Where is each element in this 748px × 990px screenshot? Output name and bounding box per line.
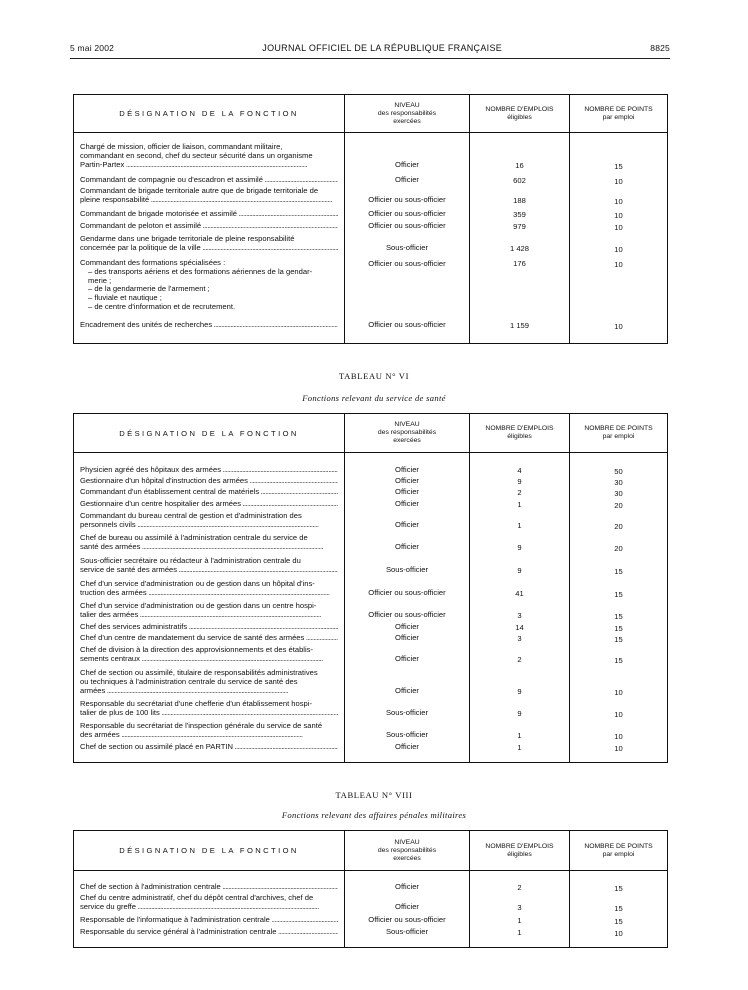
table-row-niveau: Officier [395,476,419,485]
table-row-designation [74,222,344,231]
designation-line: – des transports aériens et des formations aériennes de la gendar- [88,266,313,276]
table-gendarmerie [73,94,668,344]
header-points-text: NOMBRE DE POINTS [584,425,653,432]
designation-line: Responsable du secrétariat d'une chefferie d'un établissement hospi- [80,699,312,708]
dotted-leader [221,883,338,891]
table-row-designation [74,235,344,253]
dotted-leader [221,466,338,474]
table-row-emplois: 41 [515,588,524,598]
table-row-niveau: Sous-officier [385,564,429,574]
header-niveau-text: exercées [393,117,421,125]
designation-line: Chef d'un centre de mandatement du service de santé des armées [80,634,305,642]
table-row-designation [74,321,344,330]
designation-last-line [80,176,338,185]
table-column [74,871,344,947]
designation-line: Commandant des formations spécialisées : [80,258,226,267]
table-row-designation [74,176,344,185]
table-row-designation [74,722,344,740]
dotted-leader [138,611,321,619]
designation-line: truction des armées [80,588,147,597]
table-row-points: 10 [614,196,623,206]
table-row-points: 10 [614,709,623,719]
table-row-emplois: 2 [517,883,522,892]
designation-line: Chef de section ou assimilé placé en PARTIN [80,743,233,751]
dotted-leader [276,928,338,936]
table-row-designation [74,646,344,664]
table-column [344,871,469,947]
table-row-points: 15 [614,611,623,621]
table-row-emplois: 9 [517,565,522,575]
designation-line: concernée par la politique de la ville [80,243,201,252]
table-row-designation [74,466,344,475]
dotted-leader [248,477,338,485]
dotted-leader [147,589,330,597]
dotted-leader [124,161,307,169]
table-row-emplois: 1 428 [509,243,529,253]
table-row-designation [74,928,344,937]
designation-line: Commandant de brigade motorisée et assimilé [80,210,238,218]
designation-line: Chef d'un service d'administration ou de gestion dans un centre hospi- [80,601,317,610]
header-niveau [344,95,469,132]
table-row-emplois: 2 [517,488,522,497]
table-row-emplois: 1 [517,916,522,925]
header-niveau-text: des responsabilités [377,429,437,436]
table-column [569,133,667,343]
header-points [569,95,667,132]
header-niveau-text: NIVEAU [394,838,420,846]
table-row-points: 15 [614,161,623,171]
dotted-leader [105,687,288,695]
table-row-emplois: 359 [513,210,526,219]
designation-last-line [80,634,338,643]
designation-last-line [80,210,338,219]
table-row-niveau: Officier ou sous-officier [368,194,446,204]
table-row-niveau: Officier ou sous-officier [368,320,446,329]
table-row-designation [74,894,344,912]
table-row-points: 15 [614,624,623,633]
designation-last-line [80,466,338,475]
designation-last-line [80,566,338,575]
table-row-points: 15 [614,655,623,665]
dotted-leader [241,500,338,508]
table-row-points: 10 [614,211,623,220]
table-row-points: 10 [614,929,623,938]
table-row-points: 20 [614,501,623,510]
header-points-text: NOMBRE DE POINTS [584,842,653,850]
table-row-niveau: Sous-officier [385,729,429,739]
designation-last-line [80,488,338,497]
header-niveau-text: des responsabilités [377,846,437,854]
designation-last-line [80,611,338,620]
table-row-points: 15 [614,884,623,893]
table-row-designation [74,500,344,509]
designation-line: des armées [80,730,120,739]
table-row-emplois: 188 [513,195,526,205]
designation-line: Partin-Partex [80,160,125,169]
designation-last-line [80,543,338,552]
designation-last-line [80,916,338,925]
table-row-points: 10 [614,244,623,254]
designation-line: talier de plus de 100 lits [80,708,160,717]
table-row-niveau: Officier [395,901,419,911]
header-designation: DÉSIGNATION DE LA FONCTION [119,109,299,118]
designation-last-line [80,589,338,598]
table-row-niveau: Officier [395,175,419,184]
table-row-points: 10 [614,260,623,269]
table-row-niveau: Officier [395,499,419,508]
table-row-points: 50 [614,467,623,476]
table-body [74,453,667,762]
table-row-niveau: Officier [395,653,419,663]
designation-line: Commandant de brigade territoriale autre que de brigade territoriale de [80,186,319,195]
table-header [74,831,667,871]
designation-line: Responsable du service général à l'administration centrale [80,928,277,936]
table-row-niveau: Officier [395,487,419,496]
table-row-emplois: 3 [517,902,522,912]
table-row-niveau: Officier ou sous-officier [368,609,446,619]
dotted-leader [233,743,338,751]
table-row-designation [74,602,344,620]
table-column [469,871,569,947]
designation-last-line [80,321,338,330]
dotted-leader [270,916,338,924]
designation-line: service du greffe [80,902,137,911]
designation-line: – de centre d'information et de recrutement. [88,301,236,311]
header-emplois-text: éligibles [507,850,532,858]
designation-last-line [80,521,338,530]
table-row-niveau: Officier [395,633,419,642]
table-row-niveau: Sous-officier [385,707,429,717]
table-row-emplois: 9 [517,686,522,696]
designation-last-line [80,743,338,752]
designation-last-line [80,655,338,664]
table6-subtitle: Fonctions relevant du service de santé [302,393,446,403]
dotted-leader [136,903,319,911]
table-row-points: 15 [614,903,623,913]
designation-last-line [80,161,338,170]
table-row-points: 10 [614,731,623,741]
designation-line: sements centraux [80,654,140,663]
header-designation: DÉSIGNATION DE LA FONCTION [119,428,299,438]
designation-line: Responsable du secrétariat de l'inspection générale du service de santé [80,721,323,730]
table-row-emplois: 1 [517,928,522,937]
designation-last-line [80,222,338,231]
header-points-text: par emploi [602,433,635,440]
table-row-points: 15 [614,566,623,576]
header-points-text: NOMBRE DE POINTS [584,105,653,113]
table-row-designation [74,143,344,169]
designation-line: – de la gendarmerie de l'armement ; [88,284,210,294]
designation-line: Chef de bureau ou assimilé à l'administration centrale du service de [80,533,308,542]
table-column [469,133,569,343]
table-row-points: 10 [614,322,623,331]
table-row-emplois: 1 159 [509,321,529,330]
table-row-emplois: 16 [515,160,524,170]
table-row-niveau: Officier [395,622,419,631]
header-niveau [344,831,469,870]
table-row-niveau: Officier ou sous-officier [368,259,446,268]
designation-last-line [80,731,338,740]
header-title: JOURNAL OFFICIEL DE LA RÉPUBLIQUE FRANÇAISE [262,43,503,53]
table-row-designation [74,634,344,643]
designation-line: Chef du centre administratif, chef du dépôt central d'archives, chef de [80,893,314,902]
table-row-points: 15 [614,635,623,644]
header-niveau-text: exercées [393,854,421,862]
table-row-points: 30 [614,478,623,487]
table-row-niveau: Sous-officier [385,927,429,936]
table-row-niveau: Sous-officier [385,242,429,252]
header-niveau-text: des responsabilités [377,109,437,117]
header-emplois-text: NOMBRE D'EMPLOIS [485,842,554,850]
table-row-designation [74,534,344,552]
header-emplois [469,414,569,452]
table-row-points: 10 [614,744,623,753]
designation-line: Encadrement des unités de recherches [80,321,213,329]
designation-line: pleine responsabilité [80,195,150,204]
table-header [74,95,667,133]
dotted-leader [201,244,338,252]
table-row-designation [74,512,344,530]
dotted-leader [201,222,338,230]
header-emplois-text: NOMBRE D'EMPLOIS [485,105,554,113]
designation-line: commandant en second, chef du secteur sécurité dans un organisme [80,150,313,160]
table-affaires-penales [73,830,668,948]
header-points-text: par emploi [602,113,635,121]
dotted-leader [120,731,303,739]
designation-last-line [80,244,338,253]
dotted-leader [263,176,338,184]
designation-line: Physicien agréé des hôpitaux des armées [80,466,221,474]
header-niveau-text: NIVEAU [394,421,420,428]
table-row-niveau: Officier [395,742,419,751]
table8-subtitle: Fonctions relevant des affaires pénales militaires [281,810,467,820]
designation-last-line [80,477,338,486]
designation-last-line [80,928,338,937]
dotted-leader [259,488,338,496]
designation-last-line [80,883,338,892]
table-row-designation [74,669,344,695]
table-row-points: 15 [614,917,623,926]
designation-line: Commandant du bureau central de gestion et d'administration des [80,511,302,520]
table-row-emplois: 1 [517,743,522,752]
table-row-points: 10 [614,177,623,186]
table-row-emplois: 1 [517,520,522,530]
designation-line: service de santé des armées [80,565,178,574]
table-column [74,133,344,343]
dotted-leader [160,709,338,717]
header-points [569,414,667,452]
table-row-niveau: Officier [395,541,419,551]
header-emplois-text: éligibles [507,113,532,121]
table-column [569,871,667,947]
designation-line: Sous-officier secrétaire ou rédacteur à l'administration centrale du [80,556,301,565]
table-row-emplois: 1 [517,730,522,740]
designation-line: Chef de section ou assimilé, titulaire de responsabilités administratives [80,668,318,677]
designation-last-line [80,903,338,912]
table-column [344,133,469,343]
table-row-niveau: Officier [395,465,419,474]
table-row-designation [74,477,344,486]
header-niveau-text: exercées [393,437,421,444]
table-row-emplois: 9 [517,477,522,486]
designation-line: Chef de division à la direction des approvisionnements et des établis- [80,645,314,654]
table-row-designation [74,259,344,312]
table-row-niveau: Officier [395,685,419,695]
table-body [74,871,667,947]
table-row-designation [74,557,344,575]
dotted-leader [187,623,338,631]
table-row-points: 15 [614,589,623,599]
table-column [74,453,344,762]
table-row-niveau: Officier [395,519,419,529]
designation-line: Chef d'un service d'administration ou de gestion dans un hôpital d'ins- [80,579,315,588]
page-header [70,40,670,56]
table6-title: TABLEAU N° VI [338,371,410,381]
table-row-emplois: 3 [517,634,522,643]
header-emplois [469,95,569,132]
designation-line: merie ; [88,275,112,285]
table-row-points: 20 [614,521,623,531]
designation-line: talier des armées [80,610,139,619]
designation-line: armées [80,686,106,695]
table-row-designation [74,187,344,205]
designation-line: Gendarme dans une brigade territoriale de pleine responsabilité [80,234,295,243]
designation-line: Chef de section à l'administration centrale [80,883,221,891]
table-row-points: 20 [614,543,623,553]
table-row-niveau: Officier ou sous-officier [368,209,446,218]
designation-line: – fluviale et nautique ; [88,293,162,303]
table-row-niveau: Officier [395,159,419,169]
table-row-emplois: 3 [517,610,522,620]
table-row-emplois: 1 [517,500,522,509]
designation-line: Commandant de peloton et assimilé [80,222,202,230]
table-row-designation [74,210,344,219]
header-niveau [344,414,469,452]
designation-last-line [80,500,338,509]
dotted-leader [136,521,319,529]
table-service-de-sante [73,413,668,763]
dotted-leader [177,566,338,574]
designation-line: Responsable de l'informatique à l'administration centrale [80,916,270,924]
designation-line: Chargé de mission, officier de liaison, commandant militaire, [80,142,283,151]
table-row-emplois: 9 [517,542,522,552]
dotted-leader [212,321,338,329]
table-row-designation [74,700,344,718]
table-row-emplois: 602 [513,176,526,185]
designation-line: Commandant d'un établissement central de matériels [80,488,260,496]
table-column [469,453,569,762]
designation-last-line [80,623,338,632]
table-row-emplois: 176 [513,259,526,268]
table-header [74,414,667,453]
table-row-designation [74,488,344,497]
table-row-designation [74,623,344,632]
header-points [569,831,667,870]
designation-line: Commandant de compagnie ou d'escadron et assimilé [80,176,263,184]
table-row-designation [74,883,344,892]
dotted-leader [149,196,332,204]
header-niveau-text: NIVEAU [394,101,420,109]
header-emplois [469,831,569,870]
designation-line: personnels civils [80,520,136,529]
table-row-niveau: Officier ou sous-officier [368,221,446,230]
designation-line: Gestionnaire d'un hôpital d'instruction des armées [80,477,248,485]
table-column [344,453,469,762]
header-page-number: 8825 [650,43,670,53]
table-row-points: 30 [614,489,623,498]
table-row-designation [74,580,344,598]
table-row-designation [74,916,344,925]
table-row-designation [74,743,344,752]
table-row-emplois: 14 [515,623,524,632]
table-body [74,133,667,343]
header-emplois-text: NOMBRE D'EMPLOIS [485,425,554,432]
designation-line: santé des armées [80,542,141,551]
table-column [569,453,667,762]
dotted-leader [304,634,338,642]
header-emplois-text: éligibles [507,433,532,440]
designation-line: ou techniques à l'administration centrale du service de santé des [80,676,298,686]
table-row-points: 10 [614,223,623,232]
table-row-emplois: 979 [513,222,526,231]
table-row-emplois: 2 [517,654,522,664]
header-points-text: par emploi [602,850,635,858]
designation-last-line [80,687,338,696]
dotted-leader [237,210,338,218]
table-row-niveau: Officier ou sous-officier [368,587,446,597]
designation-last-line [80,196,338,205]
designation-line: Chef des services administratifs [80,623,188,631]
dotted-leader [140,543,323,551]
table-row-points: 10 [614,687,623,697]
header-designation: DÉSIGNATION DE LA FONCTION [119,846,299,855]
header-rule [70,58,670,59]
table8-title: TABLEAU N° VIII [335,790,413,800]
table-row-emplois: 4 [517,466,522,475]
designation-last-line [80,709,338,718]
header-date: 5 mai 2002 [70,43,115,53]
designation-line: Gestionnaire d'un centre hospitalier des armées [80,500,242,508]
table-row-emplois: 9 [517,708,522,718]
table-row-niveau: Officier ou sous-officier [368,915,446,924]
table-row-niveau: Officier [395,882,419,891]
dotted-leader [140,655,323,663]
